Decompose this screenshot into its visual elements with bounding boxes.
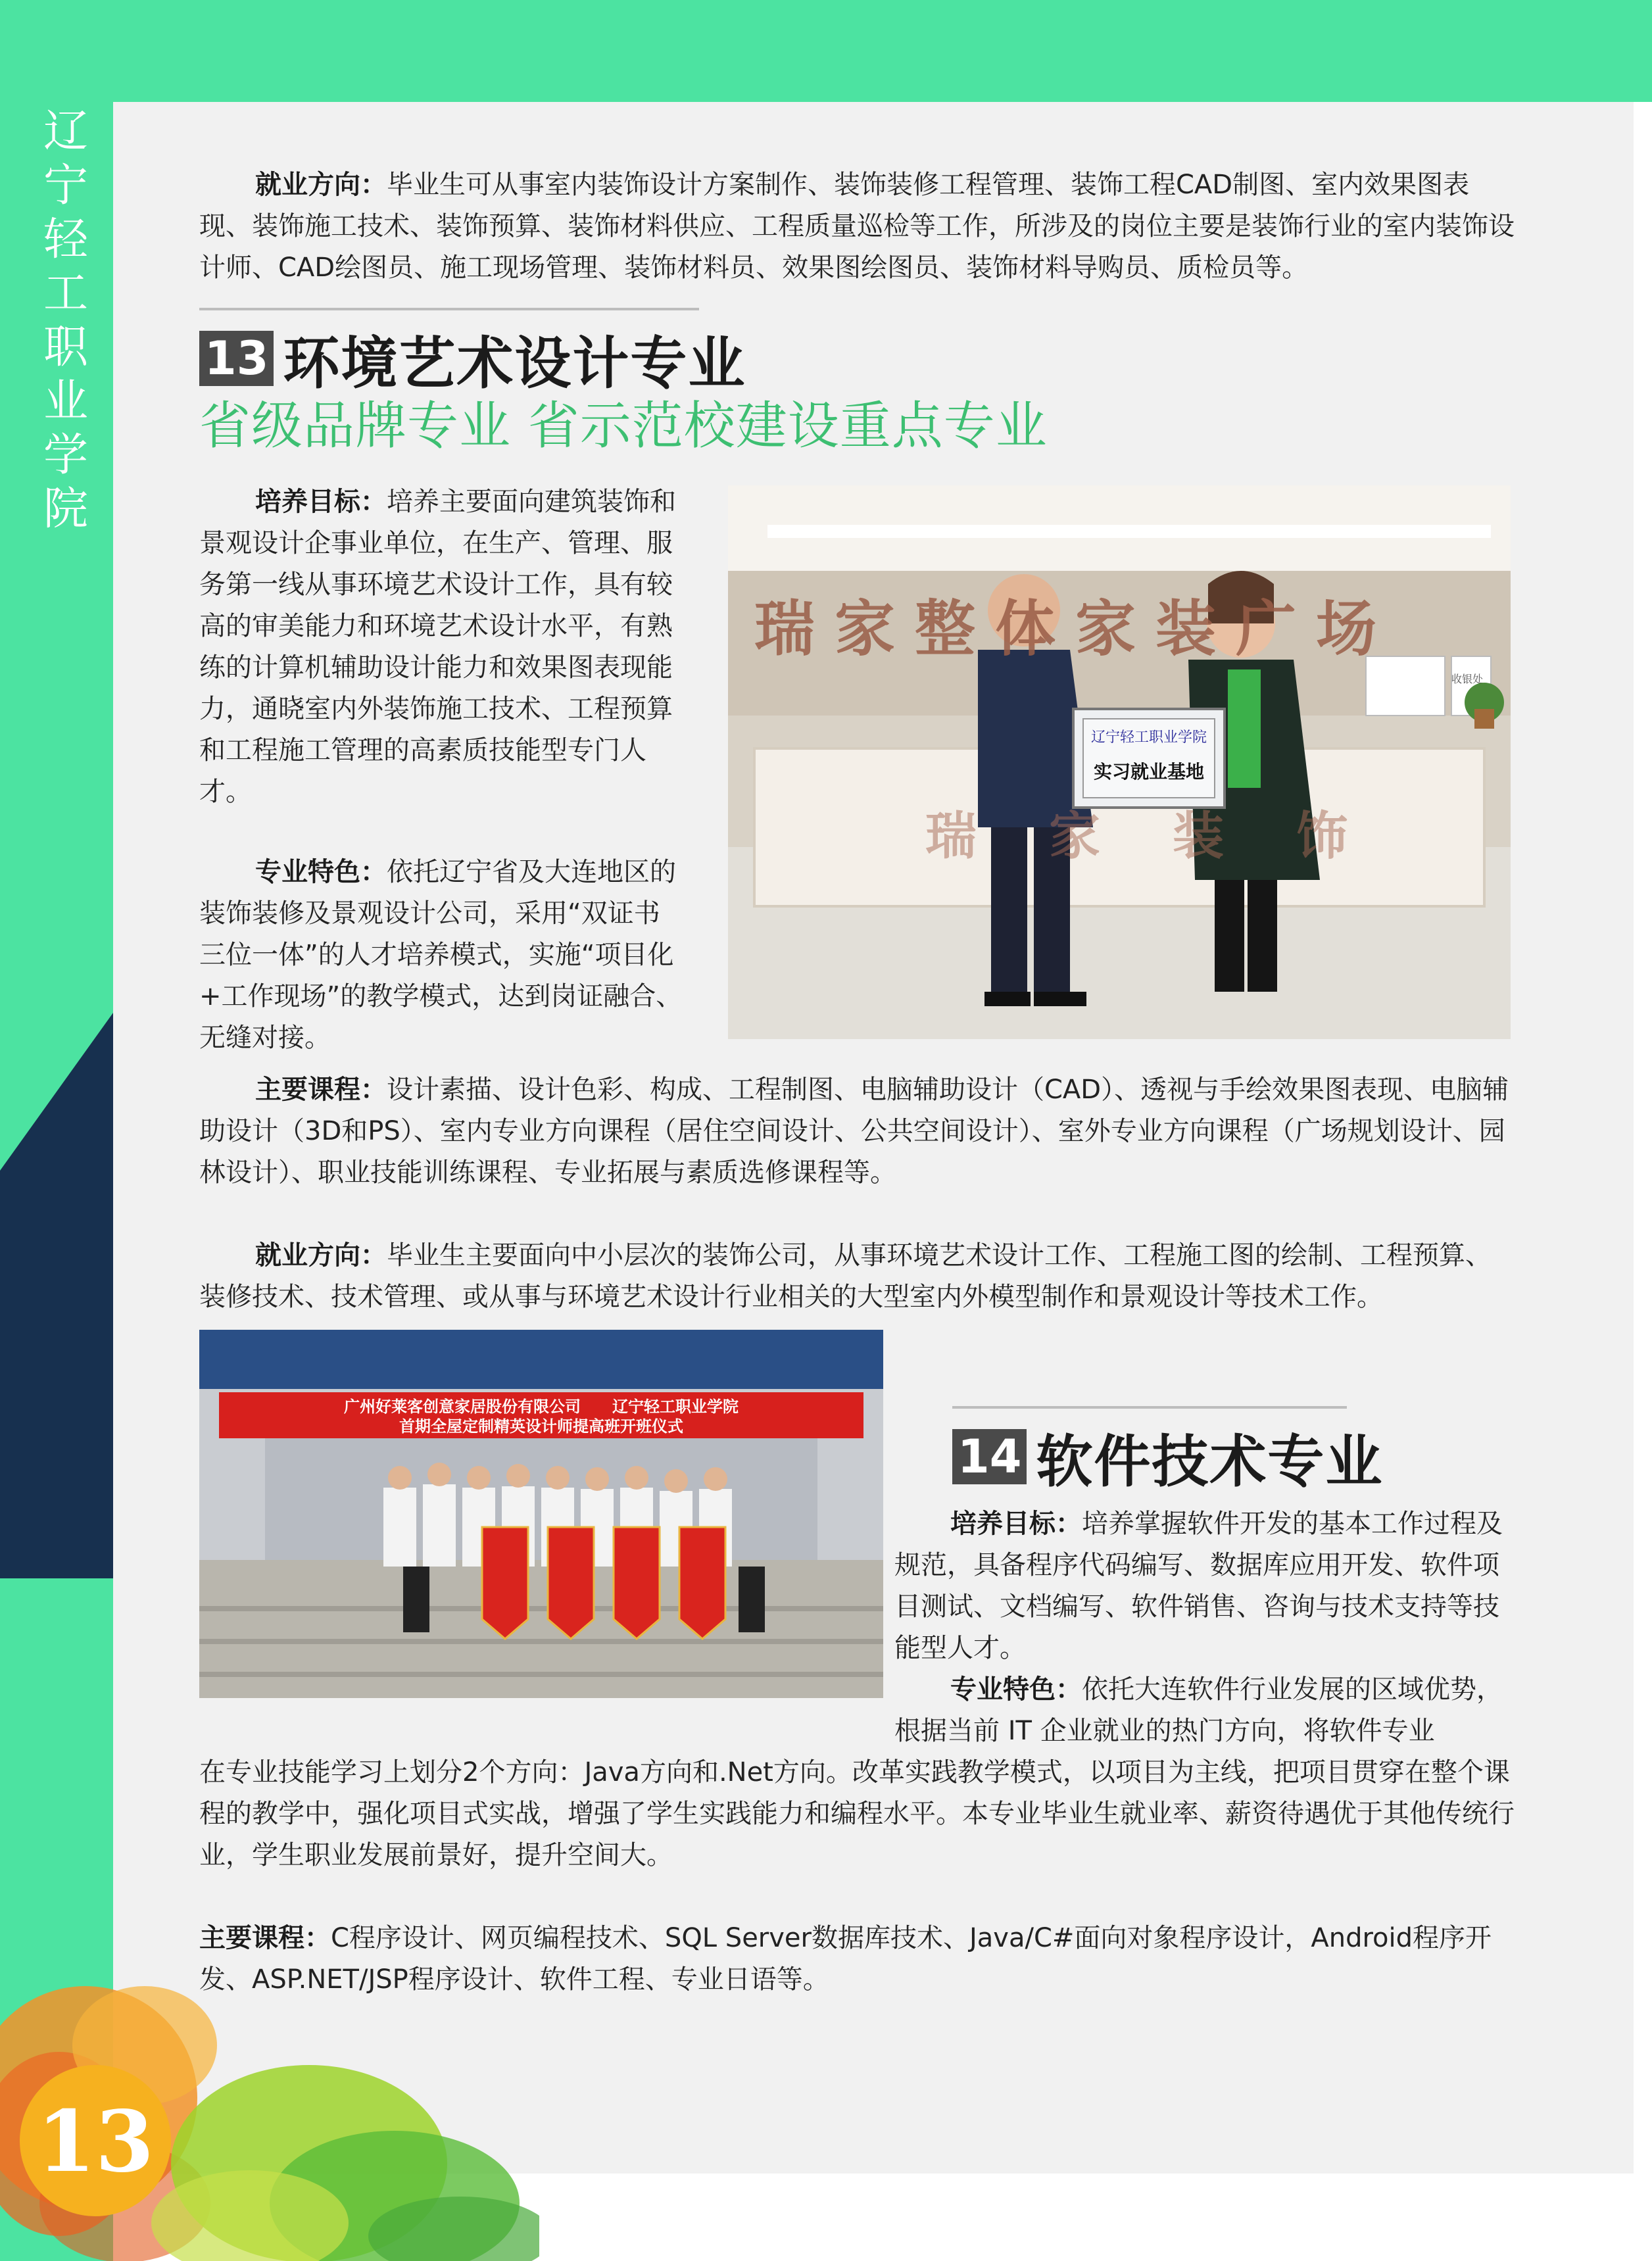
desk-sign-text: 收银处 [1451, 673, 1484, 685]
photo-internship-illustration [728, 485, 1511, 1039]
section-title: 软件技术专业 [1036, 1429, 1384, 1495]
feature-text: 依托辽宁省及大连地区的装饰装修及景观设计公司，采用“双证书三位一体”的人才培养模式，实施“项目化+工作现场”的教学模式，达到岗证融合、无缝对接。 [199, 857, 683, 1053]
course-label: 主要课程： [255, 1075, 387, 1105]
photo-class-opening-ceremony [199, 1330, 883, 1698]
section-subtitle: 省级品牌专业 省示范校建设重点专业 [199, 397, 1048, 456]
plaque-text-school: 辽宁轻工职业学院 [1090, 729, 1207, 746]
goal-paragraph [894, 1503, 1516, 1669]
school-name-char: 轻 [43, 214, 88, 266]
navy-triangle-decoration [0, 1013, 113, 1578]
wall-sign-text: 瑞家整体家装广场 [754, 593, 1397, 664]
feature-label: 专业特色： [950, 1674, 1082, 1705]
school-name-char: 职 [43, 322, 88, 374]
counter-sign-text: 瑞家装饰 [925, 806, 1421, 866]
course-text: 设计素描、设计色彩、构成、工程制图、电脑辅助设计（CAD）、透视与手绘效果图表现、电脑辅助设计（3D和PS）、室内专业方向课程（居住空间设计、公共空间设计）、室外专业方向课程（广场规划设计、园林设计）、职业技能训练课程、专业拓展与素质选修课程等。 [199, 1075, 1509, 1188]
goal-label: 培养目标： [255, 487, 387, 517]
school-name-vertical [39, 105, 92, 537]
page-number-badge [20, 2065, 171, 2216]
section-number-badge: 14 [952, 1429, 1027, 1484]
course-text: C程序设计、网页编程技术、SQL Server数据库技术、Java/C#面向对象程序设计，Android程序开发、ASP.NET/JSP程序设计、软件工程、专业日语等。 [199, 1923, 1492, 1995]
school-name-char: 宁 [43, 160, 88, 212]
section-rule [199, 308, 699, 310]
section-rule [952, 1406, 1347, 1409]
page-number: 13 [36, 2093, 155, 2191]
feature-text: 依托大连软件行业发展的区域优势，根据当前 IT 企业就业的热门方向，将软件专业 [894, 1674, 1503, 1746]
school-name-char: 业 [43, 376, 88, 427]
school-name-char: 学 [43, 429, 88, 481]
photo-group-illustration [199, 1330, 883, 1698]
school-name-char: 辽 [43, 106, 88, 158]
photo-internship-base-ceremony [728, 485, 1511, 1039]
goal-text: 培养主要面向建筑装饰和景观设计企事业单位，在生产、管理、服务第一线从事环境艺术设计工作，具有较高的审美能力和环境艺术设计水平，有熟练的计算机辅助设计能力和效果图表现能力，通晓室内外装饰施工技术、工程预算和工程施工管理的高素质技能型专门人才。 [199, 487, 676, 807]
school-name-char: 工 [43, 268, 88, 320]
feature-paragraph [894, 1669, 1516, 1752]
goal-text: 培养掌握软件开发的基本工作过程及规范，具备程序代码编写、数据库应用开发、软件项目测试、文档编写、软件销售、咨询与技术支持等技能型人才。 [894, 1509, 1503, 1663]
banner-text-line2: 首期全屋定制精英设计师提高班开班仪式 [399, 1417, 683, 1436]
section-14-heading [952, 1416, 1383, 1497]
banner-text-line1: 广州好莱客创意家居股份有限公司 辽宁轻工职业学院 [344, 1398, 739, 1416]
career-paragraph [199, 1235, 1515, 1318]
goal-paragraph [199, 481, 686, 813]
career-text: 毕业生可从事室内装饰设计方案制作、装饰装修工程管理、装饰工程CAD制图、室内效果图表现、装饰施工技术、装饰预算、装饰材料供应、工程质量巡检等工作，所涉及的岗位主要是装饰行业的室内装饰设计师、CAD绘图员、施工现场管理、装饰材料员、效果图绘图员、装饰材料导购员、质检员等。 [199, 170, 1515, 283]
feature-paragraph-continued [199, 1752, 1515, 1876]
section-number-badge: 13 [199, 331, 274, 386]
career-label: 就业方向： [255, 170, 387, 200]
career-text: 毕业生主要面向中小层次的装饰公司，从事环境艺术设计工作、工程施工图的绘制、工程预算、装修技术、技术管理、或从事与环境艺术设计行业相关的大型室内外模型制作和景观设计等技术工作。 [199, 1240, 1492, 1312]
section-title: 环境艺术设计专业 [283, 331, 746, 397]
top-color-band [0, 0, 1652, 102]
feature-paragraph [199, 852, 686, 1059]
goal-label: 培养目标： [950, 1509, 1082, 1539]
career-label: 就业方向： [255, 1240, 387, 1271]
course-label: 主要课程： [199, 1923, 331, 1953]
course-paragraph [199, 1069, 1515, 1194]
feature-label: 专业特色： [255, 857, 387, 887]
feature-text: 在专业技能学习上划分2个方向：Java方向和.Net方向。改革实践教学模式，以项目为主线，把项目贯穿在整个课程的教学中，强化项目式实战，增强了学生实践能力和编程水平。本专业毕业生就业率、薪资待遇优于其他传统行业，学生职业发展前景好，提升空间大。 [199, 1757, 1515, 1870]
prev-career-paragraph [199, 164, 1515, 289]
school-name-char: 院 [43, 483, 88, 535]
plaque-text-base: 实习就业基地 [1093, 761, 1205, 783]
